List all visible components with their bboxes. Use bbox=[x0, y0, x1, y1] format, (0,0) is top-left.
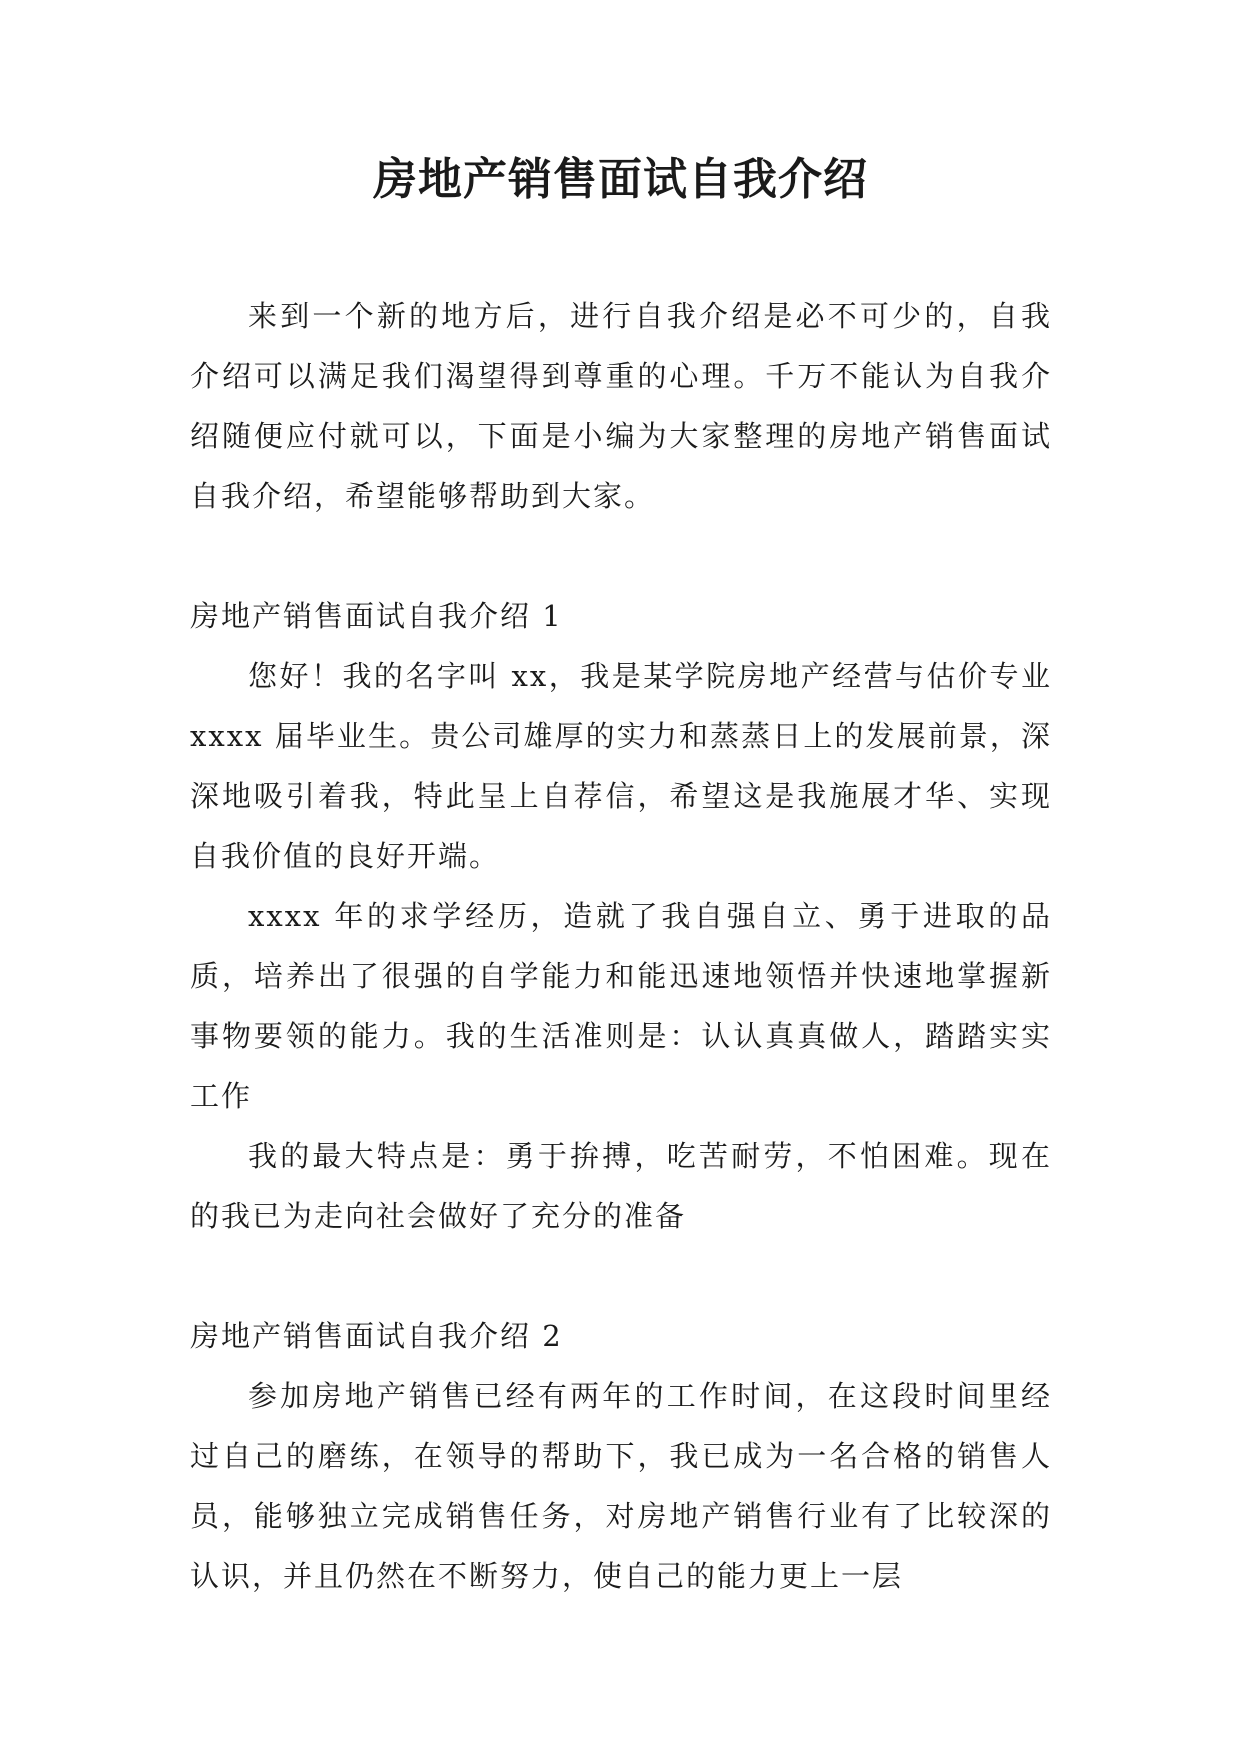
intro-paragraph: 来到一个新的地方后，进行自我介绍是必不可少的，自我介绍可以满足我们渴望得到尊重的心理。千万不能认为自我介绍随便应付就可以，下面是小编为大家整理的房地产销售面试自我介绍，希望能够帮助到大家。 bbox=[190, 299, 1052, 513]
document-title: 房地产销售面试自我介绍 bbox=[373, 154, 868, 205]
section-2-paragraph-1: 参加房地产销售已经有两年的工作时间，在这段时间里经过自己的磨练，在领导的帮助下，我已成为一名合格的销售人员，能够独立完成销售任务，对房地产销售行业有了比较深的认识，并且仍然在不断努力，使自己的能力更上一层 bbox=[190, 1379, 1052, 1593]
section-1-paragraph-1: 您好！我的名字叫 xx，我是某学院房地产经营与估价专业 xxxx 届毕业生。贵公司雄厚的实力和蒸蒸日上的发展前景，深深地吸引着我，特此呈上自荐信，希望这是我施展才华、实现自我价值的良好开端。 bbox=[190, 659, 1052, 873]
section-1-paragraph-2: xxxx 年的求学经历，造就了我自强自立、勇于进取的品质，培养出了很强的自学能力和能迅速地领悟并快速地掌握新事物要领的能力。我的生活准则是：认认真真做人，踏踏实实工作 bbox=[190, 899, 1052, 1113]
section-heading-1: 房地产销售面试自我介绍 1 bbox=[190, 599, 563, 633]
document-body bbox=[190, 286, 1052, 1606]
section-1-paragraph-3: 我的最大特点是：勇于拚搏，吃苦耐劳，不怕困难。现在的我已为走向社会做好了充分的准备 bbox=[190, 1139, 1052, 1233]
section-heading-2: 房地产销售面试自我介绍 2 bbox=[190, 1319, 563, 1353]
